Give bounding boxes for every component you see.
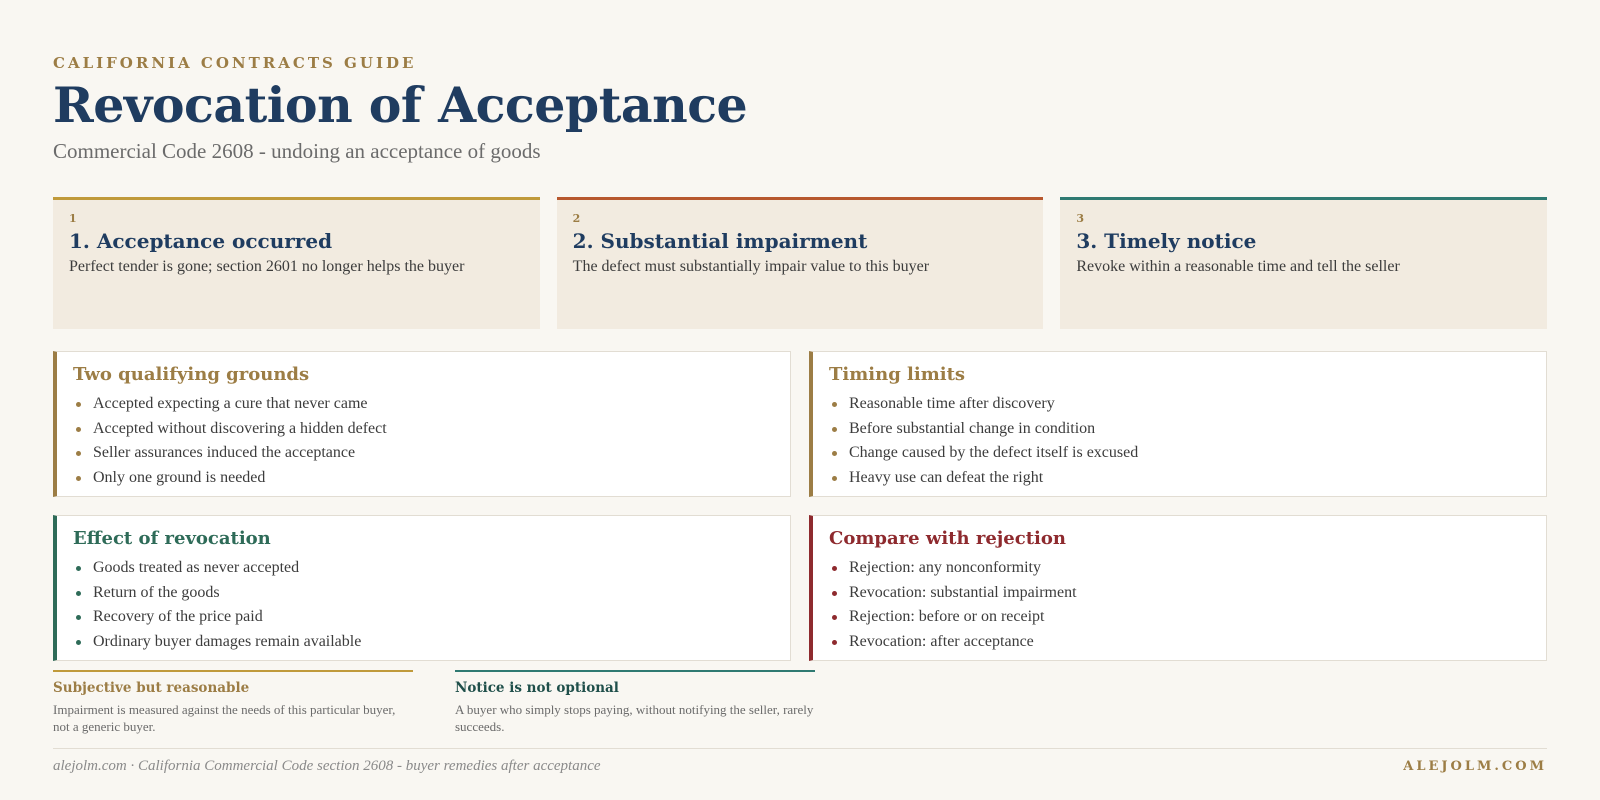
list-item: Change caused by the defect itself is excused <box>829 441 1530 466</box>
list-item: Heavy use can defeat the right <box>829 466 1530 491</box>
list-item: Before substantial change in condition <box>829 417 1530 442</box>
card-number: 2 <box>572 212 581 225</box>
card-title: 3. Timely notice <box>1076 229 1257 253</box>
list-item: Revocation: after acceptance <box>829 630 1530 655</box>
panel-title: Two qualifying grounds <box>73 364 310 385</box>
list-item: Rejection: before or on receipt <box>829 605 1530 630</box>
list-item: Accepted expecting a cure that never came <box>73 392 774 417</box>
bullet-list <box>829 392 1530 490</box>
panel-effect-of-revocation <box>53 515 791 661</box>
card-description: The defect must substantially impair value to this buyer <box>572 258 930 275</box>
bullet-list <box>73 556 774 654</box>
list-item: Goods treated as never accepted <box>73 556 774 581</box>
list-item: Accepted without discovering a hidden defect <box>73 417 774 442</box>
requirement-card-2 <box>557 197 1044 329</box>
card-number: 3 <box>1076 212 1084 225</box>
card-description: Revoke within a reasonable time and tell the seller <box>1076 258 1400 275</box>
footer <box>53 748 1547 784</box>
list-item: Reasonable time after discovery <box>829 392 1530 417</box>
page-title: Revocation of Acceptance <box>53 76 748 134</box>
note-subjective <box>53 670 413 735</box>
list-item: Ordinary buyer damages remain available <box>73 630 774 655</box>
card-title: 2. Substantial impairment <box>572 229 868 253</box>
card-title: 1. Acceptance occurred <box>69 229 333 253</box>
list-item: Rejection: any nonconformity <box>829 556 1530 581</box>
note-title: Notice is not optional <box>455 680 619 696</box>
page-subtitle: Commercial Code 2608 - undoing an acceptance of goods <box>53 139 541 163</box>
panel-title: Effect of revocation <box>73 528 271 549</box>
panel-timing-limits <box>809 351 1547 497</box>
panel-title: Timing limits <box>829 364 966 385</box>
eyebrow: CALIFORNIA CONTRACTS GUIDE <box>53 54 417 72</box>
list-item: Return of the goods <box>73 581 774 606</box>
footer-brand: ALEJOLM.COM <box>1403 759 1547 774</box>
requirement-card-1 <box>53 197 540 329</box>
list-item: Revocation: substantial impairment <box>829 581 1530 606</box>
card-description: Perfect tender is gone; section 2601 no longer helps the buyer <box>69 258 465 275</box>
note-body: Impairment is measured against the needs of this particular buyer, not a generic buyer. <box>53 702 396 734</box>
note-notice <box>455 670 815 735</box>
bullet-list <box>829 556 1530 654</box>
list-item: Only one ground is needed <box>73 466 774 491</box>
panel-compare-with-rejection <box>809 515 1547 661</box>
requirement-card-3 <box>1060 197 1547 329</box>
bullet-list <box>73 392 774 490</box>
note-title: Subjective but reasonable <box>53 680 250 696</box>
panel-title: Compare with rejection <box>829 528 1066 549</box>
panel-qualifying-grounds <box>53 351 791 497</box>
requirement-cards <box>53 197 1547 329</box>
card-number: 1 <box>69 212 77 225</box>
footer-source: alejolm.com · California Commercial Code section 2608 - buyer remedies after acceptance <box>53 758 601 774</box>
list-item: Recovery of the price paid <box>73 605 774 630</box>
list-item: Seller assurances induced the acceptance <box>73 441 774 466</box>
note-body: A buyer who simply stops paying, without notifying the seller, rarely succeeds. <box>455 702 814 734</box>
